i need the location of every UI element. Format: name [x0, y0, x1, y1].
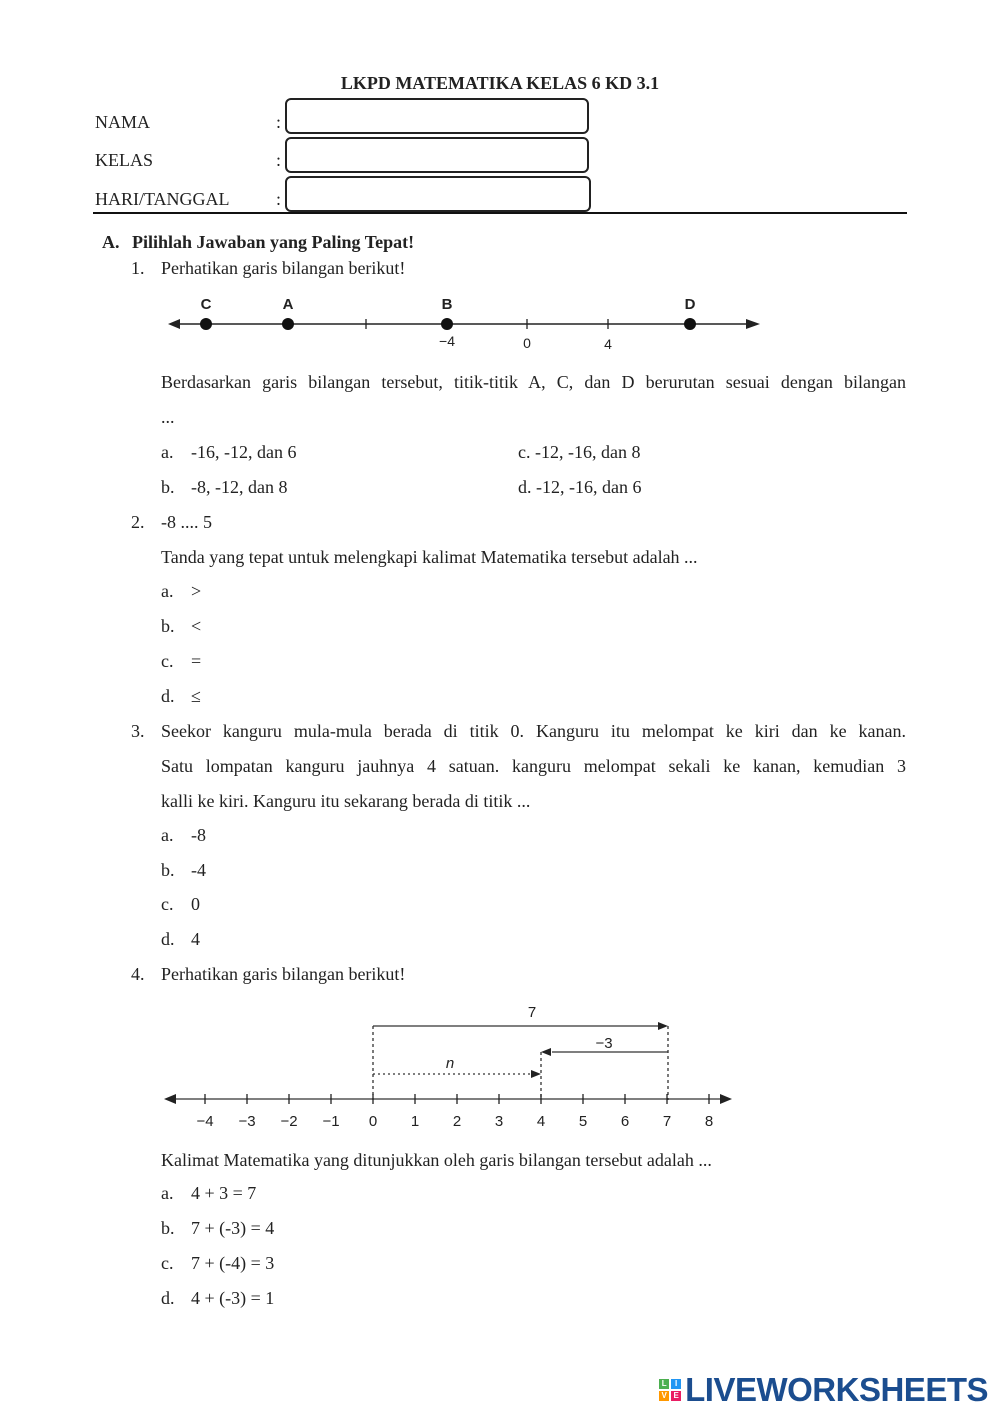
q3-line3: kalli ke kiri. Kanguru itu sekarang berada di titik ...: [161, 791, 531, 811]
q1-option-b-letter: b.: [161, 477, 175, 497]
q4-option-a-text[interactable]: 4 + 3 = 7: [191, 1183, 257, 1203]
q1-question-line2: ...: [161, 407, 175, 427]
q4-number: 4.: [131, 964, 145, 984]
q3-line1: Seekor kanguru mula-mula berada di titik 0. Kanguru itu melompat ke kiri dan ke kanan.: [161, 721, 906, 741]
q4-option-d-text[interactable]: 4 + (-3) = 1: [191, 1288, 275, 1308]
kelas-input[interactable]: [285, 137, 589, 173]
q2-option-a-text[interactable]: >: [191, 581, 202, 601]
q4-option-b-text[interactable]: 7 + (-3) = 4: [191, 1218, 275, 1238]
q1-point-c: [200, 318, 212, 330]
q4-question: Kalimat Matematika yang ditunjukkan oleh garis bilangan tersebut adalah ...: [161, 1150, 712, 1170]
q2-question: Tanda yang tepat untuk melengkapi kalimat Matematika tersebut adalah ...: [161, 547, 698, 567]
q4-label-seven: 7: [527, 1004, 537, 1021]
tanggal-label: HARI/TANGGAL: [95, 189, 230, 209]
q1-label-b: B: [441, 296, 453, 313]
q3-option-c-letter: c.: [161, 894, 174, 914]
q1-left-arrow: [168, 319, 180, 329]
q1-option-a-text[interactable]: -16, -12, dan 6: [191, 442, 297, 462]
q4-arrowhead-minus-three: [541, 1048, 551, 1056]
logo-letter-e: E: [671, 1391, 681, 1401]
q3-option-d-text[interactable]: 4: [191, 929, 200, 949]
q3-option-a-letter: a.: [161, 825, 174, 845]
kelas-colon: :: [276, 150, 282, 170]
q4-option-c-letter: c.: [161, 1253, 174, 1273]
q2-option-a-letter: a.: [161, 581, 174, 601]
q2-option-c-text[interactable]: =: [191, 651, 202, 671]
q1-option-b-text[interactable]: -8, -12, dan 8: [191, 477, 288, 497]
q1-question-line1: Berdasarkan garis bilangan tersebut, titik-titik A, C, dan D berurutan sesuai dengan bilangan: [161, 372, 906, 392]
q3-option-d-letter: d.: [161, 929, 175, 949]
q1-label-c: C: [200, 296, 212, 313]
kelas-label: KELAS: [95, 150, 153, 170]
q2-option-d-text[interactable]: ≤: [191, 686, 201, 706]
section-letter: A.: [102, 232, 120, 252]
liveworksheets-logo[interactable]: [659, 1370, 988, 1410]
page-title: LKPD MATEMATIKA KELAS 6 KD 3.1: [340, 73, 660, 93]
q4-tick-label: 7: [662, 1113, 672, 1130]
q3-number: 3.: [131, 721, 145, 741]
liveworksheets-wordmark: LIVEWORKSHEETS: [685, 1371, 988, 1408]
q3-line2: Satu lompatan kanguru jauhnya 4 satuan. kanguru melompat sekali ke kanan, kemudian 3: [161, 756, 906, 776]
q2-option-b-text[interactable]: <: [191, 616, 202, 636]
q1-point-d: [684, 318, 696, 330]
q1-point-a: [282, 318, 294, 330]
q4-label-minus-three: −3: [595, 1035, 613, 1052]
q4-tick-label: −1: [322, 1113, 340, 1130]
q1-number: 1.: [131, 258, 145, 278]
q4-left-arrow: [164, 1094, 176, 1104]
q1-label-d: D: [684, 296, 696, 313]
q1-option-a-letter: a.: [161, 442, 174, 462]
q1-option-c-text[interactable]: c. -12, -16, dan 8: [518, 442, 641, 462]
section-title: Pilihlah Jawaban yang Paling Tepat!: [132, 232, 415, 252]
q4-tick-label: 3: [494, 1113, 504, 1130]
q1-tick-label: −4: [439, 333, 455, 349]
q4-option-b-letter: b.: [161, 1218, 175, 1238]
q4-tick-label: 6: [620, 1113, 630, 1130]
q3-option-c-text[interactable]: 0: [191, 894, 200, 914]
liveworksheets-icon: [659, 1379, 681, 1401]
q1-number-line: [160, 292, 780, 354]
logo-letter-i: I: [671, 1379, 681, 1389]
q4-prompt: Perhatikan garis bilangan berikut!: [161, 964, 406, 984]
q4-option-d-letter: d.: [161, 1288, 175, 1308]
q4-option-c-text[interactable]: 7 + (-4) = 3: [191, 1253, 275, 1273]
q4-tick-label: 4: [536, 1113, 546, 1130]
q2-option-b-letter: b.: [161, 616, 175, 636]
q1-right-arrow: [746, 319, 760, 329]
q4-right-arrow: [720, 1094, 732, 1104]
q2-number: 2.: [131, 512, 145, 532]
q4-tick-label: −2: [280, 1113, 298, 1130]
q4-tick-label: 8: [704, 1113, 714, 1130]
q4-tick-label: 5: [578, 1113, 588, 1130]
q4-tick-label: 1: [410, 1113, 420, 1130]
nama-label: NAMA: [95, 112, 151, 132]
q4-option-a-letter: a.: [161, 1183, 174, 1203]
q1-prompt: Perhatikan garis bilangan berikut!: [161, 258, 406, 278]
q1-tick-label: 4: [604, 336, 612, 352]
q3-option-b-letter: b.: [161, 860, 175, 880]
q4-tick-label: −3: [238, 1113, 256, 1130]
logo-letter-v: V: [659, 1391, 669, 1401]
q3-option-b-text[interactable]: -4: [191, 860, 206, 880]
nama-input[interactable]: [285, 98, 589, 134]
q4-tick-label: 2: [452, 1113, 462, 1130]
q4-arrowhead-seven: [658, 1022, 668, 1030]
q4-arrowhead-n: [531, 1070, 541, 1078]
logo-letter-l: L: [659, 1379, 669, 1389]
q4-tick-label: −4: [196, 1113, 214, 1130]
q1-tick-label: 0: [523, 335, 531, 351]
header-divider: [93, 212, 907, 214]
nama-colon: :: [276, 112, 282, 132]
q4-number-line: [160, 1000, 740, 1135]
q3-option-a-text[interactable]: -8: [191, 825, 206, 845]
tanggal-colon: :: [276, 189, 282, 209]
q1-option-d-text[interactable]: d. -12, -16, dan 6: [518, 477, 642, 497]
q4-tick-label: 0: [368, 1113, 378, 1130]
q4-label-n: n: [445, 1055, 455, 1072]
tanggal-input[interactable]: [285, 176, 591, 212]
q2-option-c-letter: c.: [161, 651, 174, 671]
q2-option-d-letter: d.: [161, 686, 175, 706]
q2-prompt: -8 .... 5: [161, 512, 212, 532]
q1-point-b: [441, 318, 453, 330]
q1-label-a: A: [282, 296, 294, 313]
